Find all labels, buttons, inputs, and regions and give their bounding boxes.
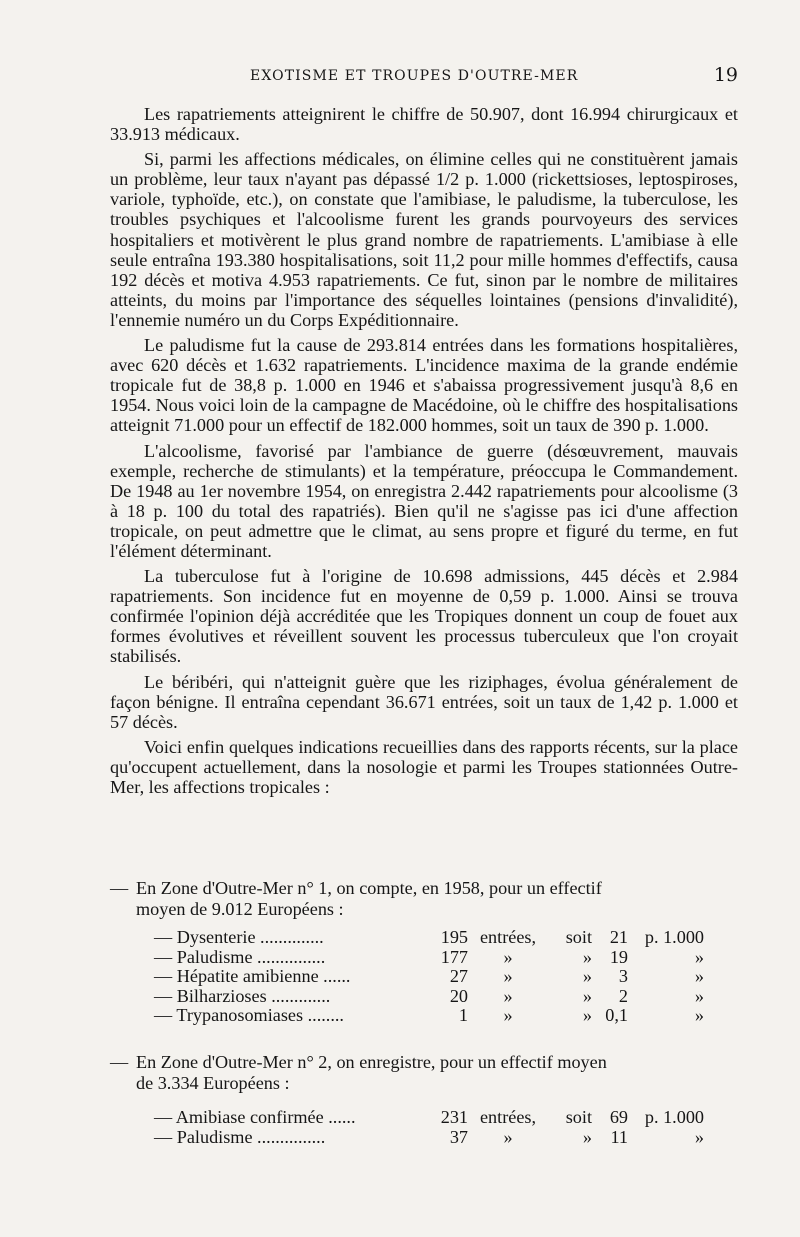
rate: 2 bbox=[618, 985, 628, 1006]
paragraph: Le béribéri, qui n'atteignit guère que les riziphages, évolua généralement de façon bénigne. Il entraîna cependant 36.671 entrées, soit un taux de 1,42 p. 1.000 et 57 décès. bbox=[110, 671, 738, 732]
per-thousand: » bbox=[694, 985, 704, 1006]
dash: — bbox=[110, 1052, 129, 1072]
per-thousand: » bbox=[694, 946, 704, 967]
disease-name: — Bilharzioses ............. bbox=[154, 985, 331, 1006]
per-thousand: » bbox=[694, 1005, 704, 1026]
table-row bbox=[154, 1006, 704, 1026]
table-row bbox=[154, 1128, 704, 1148]
zone2-table bbox=[154, 1108, 704, 1147]
table-row bbox=[154, 1108, 704, 1128]
paragraph: La tuberculose fut à l'origine de 10.698 admissions, 445 décès et 2.984 rapatriements. Son incidence fut en moyenne de 0,59 p. 1.000. Ainsi se trouva confirmée l'opinion déjà accréditée que les Tropiques donnent un coup de fouet aux formes évolutives et réveillent souvent les processus tuberculeux que l'on croyait stabilisés. bbox=[110, 566, 738, 667]
disease-name: — Trypanosomiases ........ bbox=[154, 1005, 344, 1026]
count: 195 bbox=[440, 927, 468, 947]
soit: » bbox=[582, 946, 592, 967]
body-text bbox=[110, 104, 738, 802]
unit: entrées, bbox=[479, 927, 537, 947]
zone1-intro-line2: moyen de 9.012 Européens : bbox=[136, 899, 344, 919]
dash: — bbox=[110, 878, 129, 898]
zone1-table bbox=[154, 928, 704, 1026]
unit: entrées, bbox=[479, 1107, 537, 1127]
paragraph: L'alcoolisme, favorisé par l'ambiance de guerre (désœuvrement, mauvais exemple, recherche de stimulants) et la température, préoccupa le Commandement. De 1948 au 1er novembre 1954, on enregistra 2.442 rapatriements pour alcoolisme (3 à 18 p. 100 du total des rapatriés). Bien qu'il ne s'agisse pas ici d'une affection tropicale, on peut admettre que le climat, au sens propre et figuré du terme, en fut l'élément déterminant. bbox=[110, 440, 738, 561]
per-thousand: » bbox=[694, 1126, 704, 1147]
disease-name: — Paludisme ............... bbox=[154, 946, 326, 967]
soit: soit bbox=[565, 1107, 592, 1127]
count: 27 bbox=[449, 966, 468, 987]
table-row bbox=[154, 967, 704, 987]
rate: 21 bbox=[609, 927, 628, 947]
unit: » bbox=[503, 985, 513, 1006]
per-thousand: » bbox=[694, 966, 704, 987]
soit: » bbox=[582, 1126, 592, 1147]
count: 20 bbox=[449, 985, 468, 1006]
zone1-intro bbox=[110, 878, 750, 920]
disease-name: — Amibiase confirmée ...... bbox=[154, 1107, 356, 1127]
unit: » bbox=[503, 1005, 513, 1026]
paragraph: Le paludisme fut la cause de 293.814 entrées dans les formations hospitalières, avec 620 décès et 1.632 rapatriements. L'incidence maxima de la grande endémie tropicale fut de 38,8 p. 1.000 en 1946 et s'abaissa progressivement jusqu'à 8,6 en 1954. Nous voici loin de la campagne de Macédoine, où le chiffre des hospitalisations atteignit 71.000 pour un effectif de 182.000 hommes, soit un taux de 390 p. 1.000. bbox=[110, 335, 738, 436]
count: 231 bbox=[440, 1107, 468, 1127]
table-row bbox=[154, 928, 704, 948]
soit: » bbox=[582, 985, 592, 1006]
rate: 0,1 bbox=[605, 1005, 628, 1026]
unit: » bbox=[503, 966, 513, 987]
rate: 3 bbox=[618, 966, 628, 987]
unit: » bbox=[503, 946, 513, 967]
rate: 11 bbox=[610, 1126, 628, 1147]
zone2-intro-line1: — En Zone d'Outre-Mer n° 2, on enregistre, pour un effectif moyen bbox=[110, 1052, 607, 1072]
zone1-intro-line1: — En Zone d'Outre-Mer n° 1, on compte, en 1958, pour un effectif bbox=[110, 878, 602, 898]
count: 37 bbox=[449, 1126, 468, 1147]
running-title: EXOTISME ET TROUPES D'OUTRE-MER bbox=[250, 68, 579, 84]
rate: 19 bbox=[609, 946, 628, 967]
count: 177 bbox=[440, 946, 468, 967]
disease-name: — Dysenterie .............. bbox=[154, 927, 324, 947]
rate: 69 bbox=[609, 1107, 628, 1127]
soit: » bbox=[582, 966, 592, 987]
unit: » bbox=[503, 1126, 513, 1147]
per-thousand: p. 1.000 bbox=[644, 1107, 704, 1127]
paragraph: Voici enfin quelques indications recueillies dans des rapports récents, sur la place qu'occupent actuellement, dans la nosologie et parmi les Troupes stationnées Outre-Mer, les affections tropicales : bbox=[110, 736, 738, 797]
paragraph: Les rapatriements atteignirent le chiffre de 50.907, dont 16.994 chirurgicaux et 33.913 médicaux. bbox=[110, 104, 738, 145]
table-row bbox=[154, 987, 704, 1007]
disease-name: — Hépatite amibienne ...... bbox=[154, 966, 351, 987]
count: 1 bbox=[458, 1005, 468, 1026]
table-row bbox=[154, 948, 704, 968]
page-header bbox=[110, 64, 738, 88]
page-number: 19 bbox=[713, 64, 738, 86]
disease-name: — Paludisme ............... bbox=[154, 1126, 326, 1147]
paragraph: Si, parmi les affections médicales, on élimine celles qui ne constituèrent jamais un problème, leur taux n'ayant pas dépassé 1/2 p. 1.000 (rickettsioses, leptospiroses, variole, typhoïde, etc.), on constate que l'amibiase, le paludisme, la tuberculose, les troubles psychiques et l'alcoolisme furent les grands pourvoyeurs des services hospitaliers et motivèrent le plus grand nombre de rapatriements. L'amibiase à elle seule entraîna 193.380 hospitalisations, soit 11,2 pour mille hommes d'effectifs, causa 192 décès et motiva 4.953 rapatriements. Ce fut, sinon par le nombre de militaires atteints, du moins par l'importance des séquelles lointaines (pensions d'invalidité), l'ennemie numéro un du Corps Expéditionnaire. bbox=[110, 149, 738, 330]
zone2-intro-line2: de 3.334 Européens : bbox=[136, 1073, 290, 1093]
zone2-intro bbox=[110, 1052, 750, 1094]
soit: soit bbox=[565, 927, 592, 947]
per-thousand: p. 1.000 bbox=[644, 927, 704, 947]
soit: » bbox=[582, 1005, 592, 1026]
